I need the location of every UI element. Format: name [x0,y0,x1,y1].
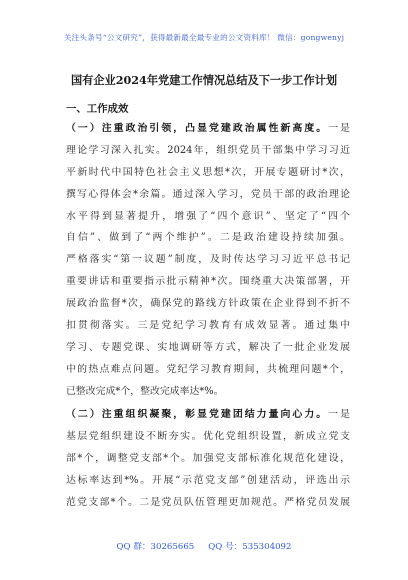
paragraph-line: 扣贯彻落实。三是党纪学习教育有成效显著。通过集中 [66,320,350,332]
paragraph-line: 部*个，调整党支部*个。加强党支部标准化规范化建设， [66,452,350,464]
qq-account-number: QQ 号：535304092 [208,542,292,552]
paragraph-line: 重要讲话和重要指示批示精神*次。围绕重大决策部署，开 [66,276,350,288]
paragraph-political-leadership [66,118,350,403]
paragraph-line-tail: 一是 [328,123,350,134]
paragraph-line [66,404,350,426]
promo-header-note: 关注头条号“公文研究”，获得最新最全最专业的公文资料库！ 微信：gongwenyj [63,33,345,42]
paragraph-lead-heading: （二）注重组织凝聚，彰显党建团结力量向心力。 [66,409,329,420]
paragraph-line: 范党支部*个。二是党员队伍管理更加规范。严格党员发展 [66,496,350,508]
contact-footer [0,540,408,552]
paragraph-line: 水平得到显著提升，增强了“四个意识”、坚定了“四个 [66,210,350,222]
paragraph-line: 理论学习深入扎实。2024年，组织党员干部集中学习习近 [66,144,350,156]
paragraph-line: 学习、专题党课、实地调研等方式，解决了一批企业发展 [66,341,350,353]
paragraph-line: 已整改完成*个，整改完成率达*%。 [66,385,224,397]
section-heading-work-results: 一、工作成效 [66,103,129,115]
paragraph-line: 达标率达到*%。开展“示范党支部”创建活动，评选出示 [66,474,350,486]
paragraph-line: 撰写心得体会*余篇。通过深入学习，党员干部的政治理论 [66,188,350,200]
paragraph-lead-heading: （一）注重政治引领，凸显党建政治属性新高度。 [66,123,329,134]
qq-group-number: QQ 群：30265665 [116,542,195,552]
paragraph-line: 中的热点难点问题。党纪学习教育期间，共梳理问题*个， [66,363,350,375]
paragraph-line: 基层党组织建设不断夯实。优化党组织设置，新成立党支 [66,430,350,442]
document-title: 国有企业2024年党建工作情况总结及下一步工作计划 [70,73,338,87]
paragraph-line: 自信”、做到了“两个维护”。二是政治建设持续加强。 [66,232,350,244]
paragraph-line: 展政治监督*次，确保党的路线方针政策在企业得到不折不 [66,298,350,310]
paragraph-line: 平新时代中国特色社会主义思想*次，开展专题研讨*次， [66,166,350,178]
paragraph-line [66,118,350,140]
paragraph-organizational-cohesion [66,404,350,513]
paragraph-line-tail: 一是 [328,409,350,420]
paragraph-line: 严格落实“第一议题”制度，及时传达学习习近平总书记 [66,254,350,266]
